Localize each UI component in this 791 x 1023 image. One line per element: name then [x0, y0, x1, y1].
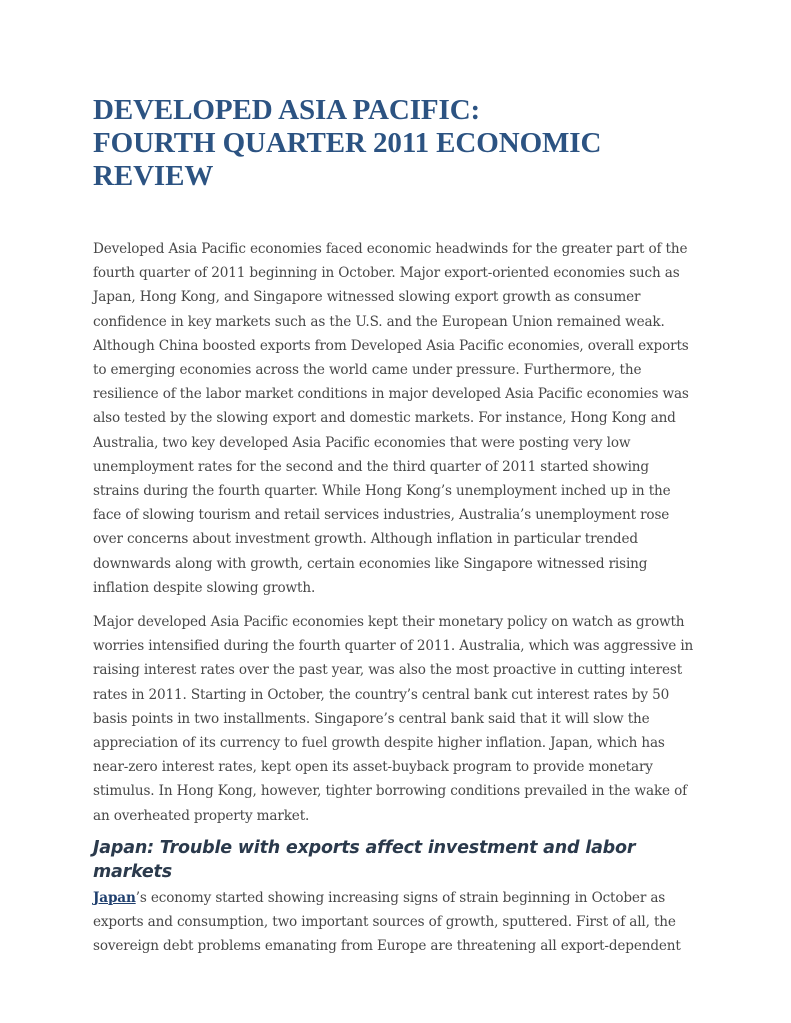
document-page — [93, 94, 697, 958]
intro-paragraph: Developed Asia Pacific economies faced economic headwinds for the greater part of the fourth quarter of 2011 beginning in October. Major export-oriented economies such as Japan, Hong Kong, and Singapore witnessed slowing export growth as consumer confidence in key markets such as the U.S. and the European Union remained weak. Although China boosted exports from Developed Asia Pacific economies, overall exports to emerging economies across the world came under pressure. Furthermore, the resilience of the labor market conditions in major developed Asia Pacific economies was also tested by the slowing export and domestic markets. For instance, Hong Kong and Australia, two key developed Asia Pacific economies that were posting very low unemployment rates for the second and the third quarter of 2011 started showing strains during the fourth quarter. While Hong Kong’s unemployment inched up in the face of slowing tourism and retail services industries, Australia’s unemployment rose over concerns about investment growth. Although inflation in particular trended downwards along with growth, certain economies like Singapore witnessed rising inflation despite slowing growth. — [93, 241, 689, 596]
japan-section-paragraph — [93, 886, 697, 959]
title-line-3: REVIEW — [93, 160, 214, 192]
document-title — [93, 94, 697, 193]
japan-link[interactable]: Japan — [93, 889, 136, 906]
japan-section-heading: Japan: Trouble with exports affect investment and labor markets — [93, 837, 636, 882]
monetary-policy-paragraph: Major developed Asia Pacific economies kept their monetary policy on watch as growth worries intensified during the fourth quarter of 2011. Australia, which was aggressive in raising interest rates over the past year, was also the most proactive in cutting interest rates in 2011. Starting in October, the country’s central bank cut interest rates by 50 basis points in two installments. Singapore’s central bank said that it will slow the appreciation of its currency to fuel growth despite higher inflation. Japan, which has near-zero interest rates, kept open its asset-buyback program to provide monetary stimulus. In Hong Kong, however, tighter borrowing conditions prevailed in the wake of an overheated property market. — [93, 614, 694, 824]
japan-paragraph-text: ’s economy started showing increasing signs of strain beginning in October as exports and consumption, two important sources of growth, sputtered. First of all, the sovereign debt problems emanating from Europe are threatening all export-dependent — [93, 889, 681, 955]
title-line-1: DEVELOPED ASIA PACIFIC: — [93, 94, 481, 126]
title-line-2: FOURTH QUARTER 2011 ECONOMIC — [93, 127, 602, 159]
